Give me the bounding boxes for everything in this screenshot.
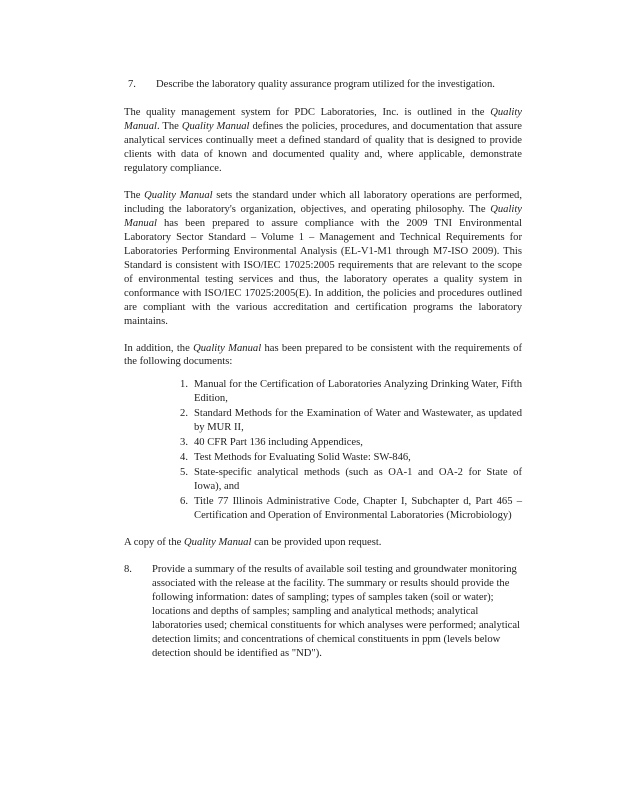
list-item-text: Test Methods for Evaluating Solid Waste: SW-846, [194, 452, 411, 464]
para1-mid: . The [156, 120, 182, 132]
list-item-text: Manual for the Certification of Laboratories Analyzing Drinking Water, Fifth Edition, [194, 379, 522, 405]
para4-pre: A copy of the [124, 537, 185, 549]
para4-em: Quality Manual [184, 537, 252, 549]
list-item [168, 451, 522, 465]
list-item-number: 5. [180, 467, 188, 479]
para2-mid: sets the standard under which all laboratory operations are performed, including the laboratory's organization, objectives, and operating philosophy. The [124, 189, 522, 215]
standard-paragraph [124, 189, 522, 329]
list-item-number: 4. [180, 452, 188, 464]
consistency-paragraph [124, 342, 522, 370]
para1-em2: Quality Manual [181, 120, 250, 132]
question-8-text: Provide a summary of the results of available soil testing and groundwater monitoring associated with the release at the facility. The summary or results should provide the following information: dates of sampling; types of samples taken (soil or water); locations and depths of samples; sampling and analytical methods; analytical laboratories used; chemical constituents for which analyses were performed; analytical detection limits; and concentrations of chemical constituents in ppm (levels below detection should be identified as "ND"). [152, 564, 520, 659]
list-item [168, 407, 522, 435]
question-8 [124, 563, 522, 661]
question-7-text: Describe the laboratory quality assurance program utilized for the investigation. [156, 79, 495, 90]
list-item-number: 1. [180, 379, 188, 391]
list-item [168, 495, 522, 523]
para3-post: has been prepared to be consistent with the requirements of the following documents: [124, 342, 522, 368]
list-item-text: Title 77 Illinois Administrative Code, Chapter I, Subchapter d, Part 465 – Certification and Operation of Environmental Laboratories (Microbiology) [194, 496, 522, 522]
list-item-number: 6. [180, 496, 188, 508]
copy-paragraph [124, 536, 522, 550]
para4-post: can be provided upon request. [251, 537, 382, 549]
documents-list [124, 378, 522, 523]
list-item-number: 3. [180, 437, 188, 449]
quality-system-paragraph [124, 106, 522, 176]
question-7-number: 7. [128, 79, 136, 90]
para1-em1: Quality Manual [124, 106, 522, 132]
list-item-text: Standard Methods for the Examination of Water and Wastewater, as updated by MUR II, [194, 408, 522, 434]
para1-pre: The quality management system for PDC Laboratories, Inc. is outlined in the [124, 106, 491, 118]
para2-em1: Quality Manual [144, 189, 213, 201]
list-item-text: 40 CFR Part 136 including Appendices, [194, 437, 363, 449]
para3-pre: In addition, the [124, 342, 194, 354]
para2-pre: The [124, 189, 145, 201]
list-item [168, 378, 522, 406]
list-item-number: 2. [180, 408, 188, 420]
list-item-text: State-specific analytical methods (such as OA-1 and OA-2 for State of Iowa), and [194, 467, 522, 493]
question-8-number: 8. [124, 564, 132, 576]
list-item [168, 466, 522, 494]
para2-em2: Quality Manual [124, 203, 522, 229]
list-item [168, 436, 522, 450]
para3-em: Quality Manual [193, 342, 262, 354]
question-7 [128, 78, 522, 92]
para1-post: defines the policies, procedures, and documentation that assure analytical services continually meet a defined standard of quality that is designed to provide clients with data of known and documented quality and, where applicable, demonstrate regulatory compliance. [124, 120, 522, 174]
para2-post: has been prepared to assure compliance with the 2009 TNI Environmental Laboratory Sector Standard – Volume 1 – Management and Technical Requirements for Laboratories Performing Environmental Analysis (EL-V1-M1 through M7-ISO 2009). This Standard is consistent with ISO/IEC 17025:2005 requirements that are relevant to the scope of environmental testing services and thus, the laboratory operates a quality system in conformance with ISO/IEC 17025:2005(E). In addition, the policies and procedures outlined are compliant with the various accreditation and certification programs the laboratory maintains. [124, 217, 522, 327]
